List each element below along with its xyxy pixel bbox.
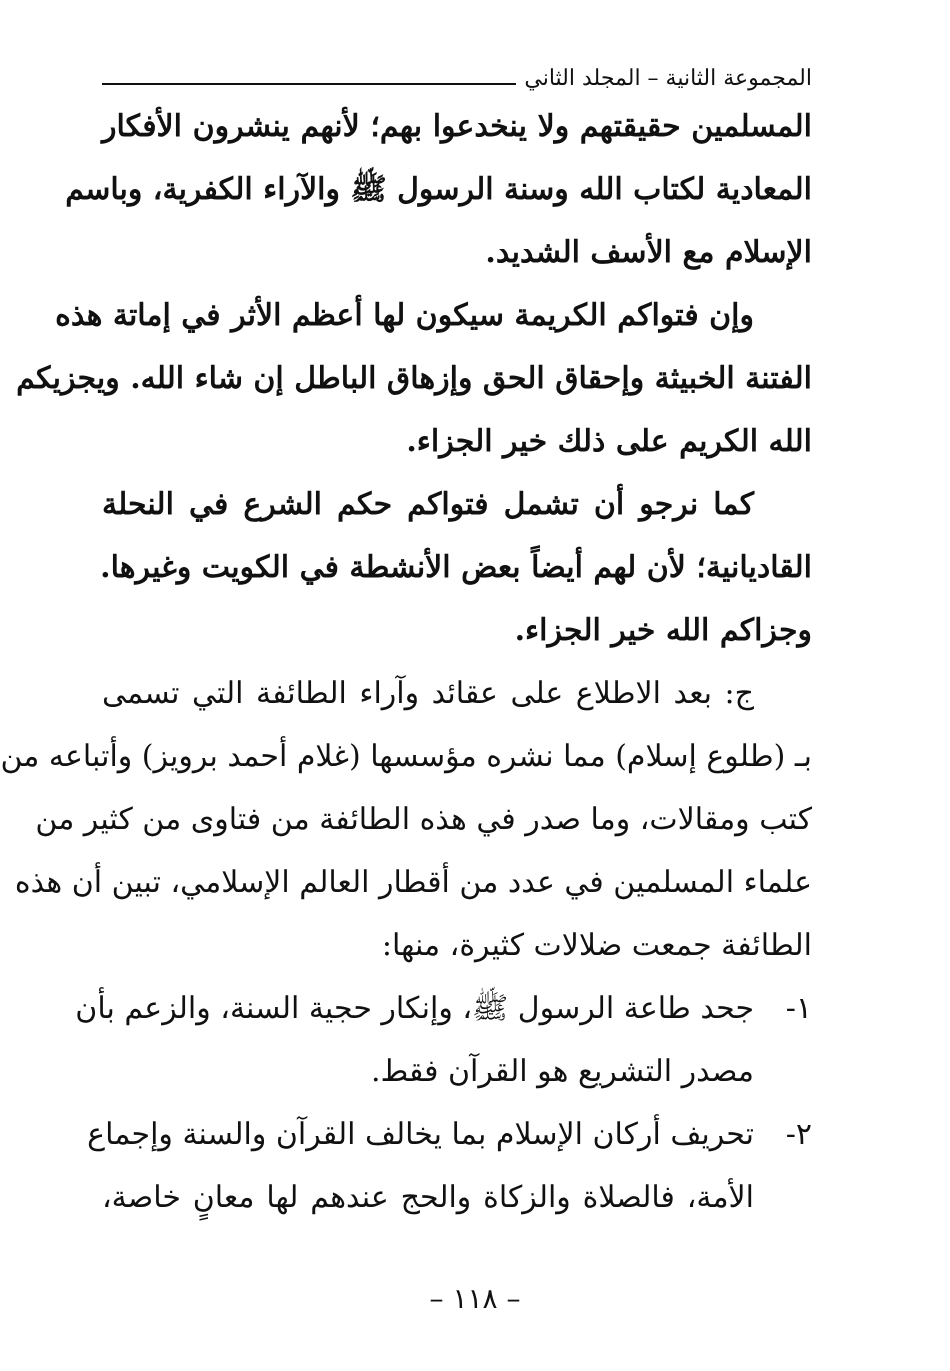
text-line: المعادية لكتاب الله وسنة الرسول ﷺ والآراء الكفرية، وباسم [65, 172, 812, 207]
list-item [75, 977, 812, 1040]
page-number: – ١١٨ – [429, 1282, 521, 1315]
text-line: الإسلام مع الأسف الشديد. [485, 235, 812, 270]
list-text: جحد طاعة الرسول ﷺ، وإنكار حجية السنة، والزعم بأن [75, 991, 754, 1026]
text-line: الله الكريم على ذلك خير الجزاء. [406, 424, 812, 459]
list-number: ٢- [785, 1117, 812, 1152]
text-line: كما نرجو أن تشمل فتواكم حكم الشرع في النحلة [102, 487, 754, 522]
list-number: ١- [785, 991, 812, 1026]
list-item [87, 1103, 812, 1166]
text-line: الطائفة جمعت ضلالات كثيرة، منها: [381, 928, 812, 963]
page-body [0, 95, 812, 1229]
running-header [102, 52, 812, 92]
text-line: القاديانية؛ لأن لهم أيضاً بعض الأنشطة في الكويت وغيرها. [100, 550, 812, 585]
text-line: المسلمين حقيقتهم ولا ينخدعوا بهم؛ لأنهم ينشرون الأفكار [102, 109, 812, 144]
text-line: كتب ومقالات، وما صدر في هذه الطائفة من فتاوى من كثير من [35, 802, 812, 837]
text-line: بـ (طلوع إسلام) مما نشره مؤسسها (غلام أحمد برويز) وأتباعه من [0, 739, 812, 774]
text-line: علماء المسلمين في عدد من أقطار العالم الإسلامي، تبين أن هذه [14, 865, 812, 900]
text-line: وإن فتواكم الكريمة سيكون لها أعظم الأثر في إماتة هذه [55, 298, 754, 333]
list-item-continuation: مصدر التشريع هو القرآن فقط. [370, 1054, 754, 1089]
text-line: ج: بعد الاطلاع على عقائد وآراء الطائفة التي تسمى [102, 676, 754, 711]
list-item-continuation: الأمة، فالصلاة والزكاة والحج عندهم لها معانٍ خاصة، [102, 1180, 754, 1215]
text-line: وجزاكم الله خير الجزاء. [514, 613, 812, 648]
running-title: المجموعة الثانية – المجلد الثاني [524, 65, 812, 91]
text-line: الفتنة الخبيثة وإحقاق الحق وإزهاق الباطل إن شاء الله. ويجزيكم [16, 361, 812, 396]
header-rule [102, 83, 516, 85]
list-text: تحريف أركان الإسلام بما يخالف القرآن والسنة وإجماع [87, 1117, 754, 1152]
